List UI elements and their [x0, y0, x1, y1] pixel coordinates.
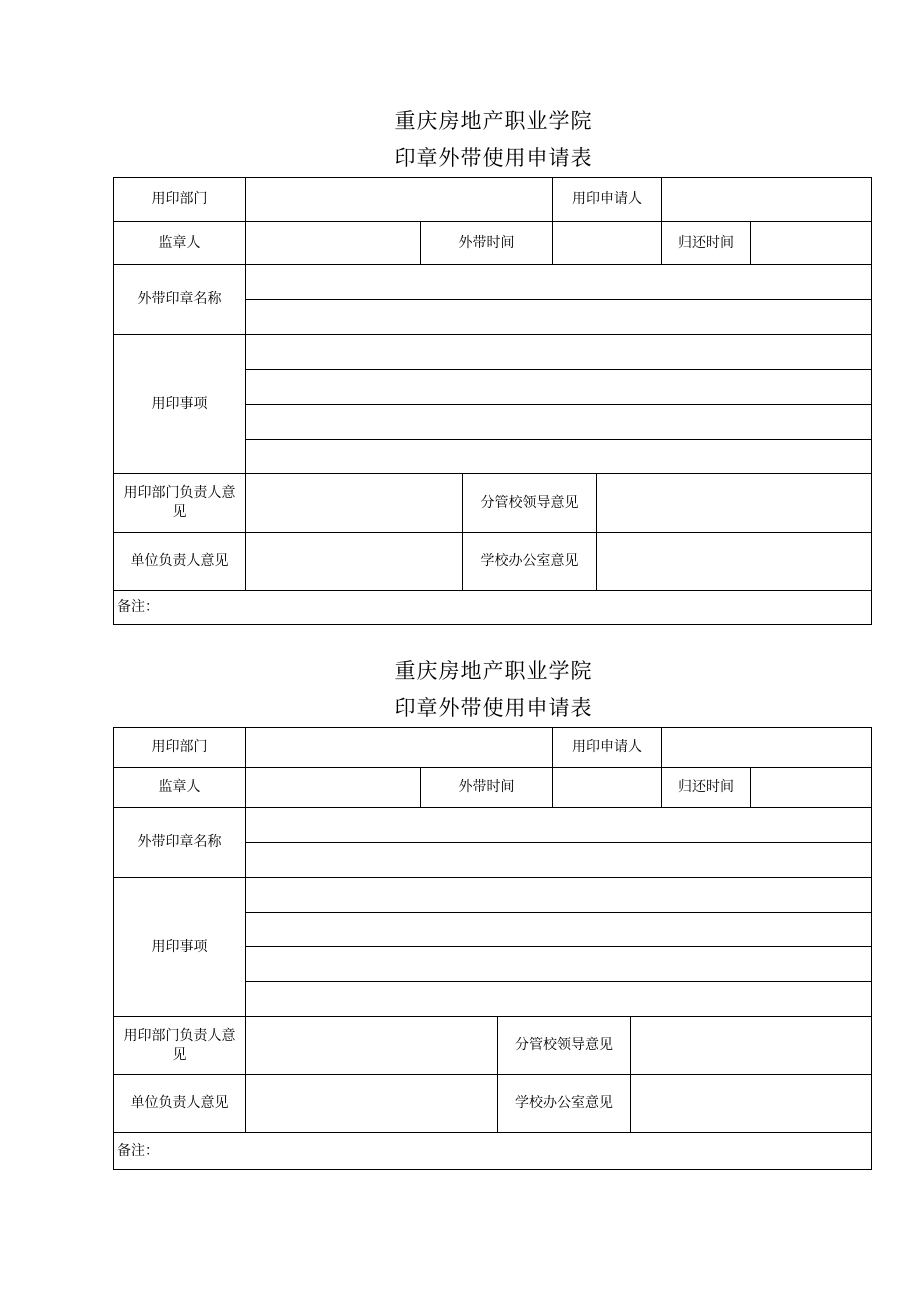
office-opinion-label: 学校办公室意见 — [498, 1075, 631, 1133]
matters-line[interactable] — [246, 947, 871, 982]
dept-head-opinion-label: 用印部门负责人意见 — [114, 1017, 246, 1075]
form-title: 印章外带使用申请表 — [394, 146, 593, 170]
unit-head-opinion-field[interactable] — [246, 1075, 498, 1133]
seal-name-line[interactable] — [246, 300, 871, 335]
matters-line[interactable] — [246, 405, 871, 440]
remarks-label[interactable]: 备注： — [117, 1142, 159, 1159]
seal-name-label: 外带印章名称 — [114, 808, 246, 878]
dept-head-opinion-label: 用印部门负责人意见 — [114, 474, 246, 533]
department-label: 用印部门 — [114, 178, 246, 222]
institution-name: 重庆房地产职业学院 — [394, 109, 593, 133]
leader-opinion-label: 分管校领导意见 — [463, 474, 597, 533]
supervisor-label: 监章人 — [114, 222, 246, 265]
applicant-field[interactable] — [662, 178, 871, 222]
supervisor-label: 监章人 — [114, 768, 246, 808]
form-title: 印章外带使用申请表 — [394, 696, 593, 720]
office-opinion-field[interactable] — [631, 1075, 871, 1133]
department-field[interactable] — [246, 728, 553, 768]
supervisor-field[interactable] — [246, 222, 421, 265]
dept-head-opinion-field[interactable] — [246, 474, 463, 533]
dept-head-opinion-field[interactable] — [246, 1017, 498, 1075]
matters-label: 用印事项 — [114, 878, 246, 1017]
unit-head-opinion-label: 单位负责人意见 — [114, 533, 246, 591]
seal-name-line[interactable] — [246, 843, 871, 878]
department-label: 用印部门 — [114, 728, 246, 768]
seal-name-label: 外带印章名称 — [114, 265, 246, 335]
takeout-time-field[interactable] — [553, 222, 662, 265]
applicant-label: 用印申请人 — [553, 728, 662, 768]
takeout-time-label: 外带时间 — [421, 222, 553, 265]
unit-head-opinion-label: 单位负责人意见 — [114, 1075, 246, 1133]
department-field[interactable] — [246, 178, 553, 222]
form-table — [113, 727, 872, 1170]
leader-opinion-label: 分管校领导意见 — [498, 1017, 631, 1075]
remarks-label[interactable]: 备注： — [117, 599, 159, 615]
return-time-label: 归还时间 — [662, 222, 751, 265]
seal-request-form-2 — [113, 653, 872, 1170]
office-opinion-label: 学校办公室意见 — [463, 533, 597, 591]
return-time-label: 归还时间 — [662, 768, 751, 808]
matters-line[interactable] — [246, 913, 871, 947]
takeout-time-field[interactable] — [553, 768, 662, 808]
matters-line[interactable] — [246, 982, 871, 1017]
matters-label: 用印事项 — [114, 335, 246, 474]
takeout-time-label: 外带时间 — [421, 768, 553, 808]
institution-name: 重庆房地产职业学院 — [394, 659, 593, 683]
office-opinion-field[interactable] — [597, 533, 871, 591]
supervisor-field[interactable] — [246, 768, 421, 808]
applicant-label: 用印申请人 — [553, 178, 662, 222]
matters-line[interactable] — [246, 335, 871, 370]
leader-opinion-field[interactable] — [597, 474, 871, 533]
matters-line[interactable] — [246, 440, 871, 474]
return-time-field[interactable] — [751, 768, 871, 808]
seal-name-line[interactable] — [246, 265, 871, 300]
seal-name-line[interactable] — [246, 808, 871, 843]
matters-line[interactable] — [246, 878, 871, 913]
applicant-field[interactable] — [662, 728, 871, 768]
leader-opinion-field[interactable] — [631, 1017, 871, 1075]
unit-head-opinion-field[interactable] — [246, 533, 463, 591]
form-table — [113, 177, 872, 625]
matters-line[interactable] — [246, 370, 871, 405]
seal-request-form-1 — [113, 103, 872, 625]
return-time-field[interactable] — [751, 222, 871, 265]
